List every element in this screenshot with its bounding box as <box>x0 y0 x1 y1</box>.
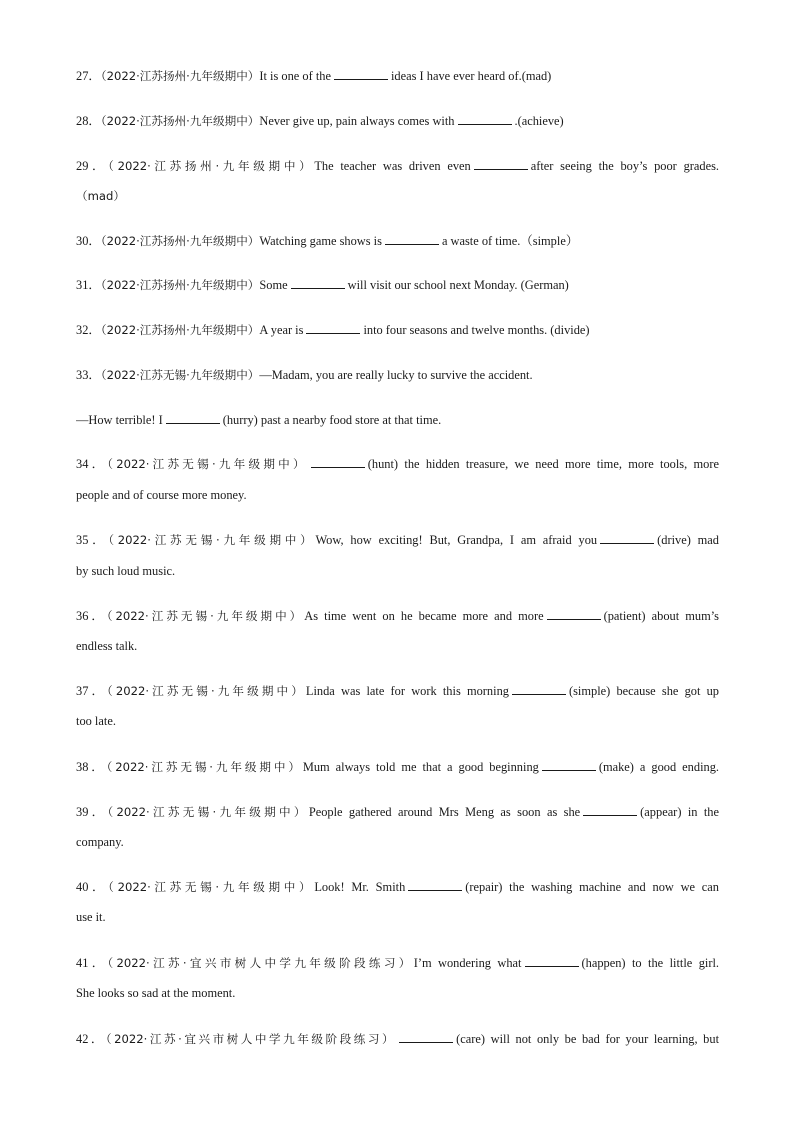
answer-blank[interactable] <box>408 879 462 891</box>
question-text: people and of course more money. <box>76 488 247 502</box>
question-text: too late. <box>76 714 116 728</box>
question-36-continued <box>76 638 719 654</box>
question-source: （2022·江苏无锡·九年级期中） <box>100 368 260 382</box>
answer-blank[interactable] <box>291 277 345 289</box>
question-text: People gathered around Mrs Meng as soon as she <box>308 805 581 819</box>
question-source: （2022·江苏扬州·九年级期中） <box>100 234 260 248</box>
answer-blank[interactable] <box>547 608 601 620</box>
question-38 <box>76 759 719 775</box>
question-number: 28． <box>76 114 101 128</box>
question-text: (repair) the washing machine and now we can <box>465 880 719 894</box>
question-text: (happen) to the little girl. <box>581 956 719 970</box>
question-source: （2022·江苏扬州·九年级期中） <box>108 159 315 173</box>
question-text: —How terrible! I <box>76 413 163 427</box>
question-32 <box>76 322 719 338</box>
question-text: company. <box>76 835 124 849</box>
question-42 <box>76 1031 719 1047</box>
question-text: Never give up, pain always comes with <box>259 114 455 128</box>
question-text: by such loud music. <box>76 564 176 578</box>
question-number: 38． <box>76 760 107 774</box>
answer-blank[interactable] <box>583 804 637 816</box>
question-29-continued <box>76 188 719 204</box>
question-text: Look! Mr. Smith <box>314 880 406 894</box>
question-text: The teacher was driven even <box>314 159 471 173</box>
question-35 <box>76 532 719 548</box>
question-37 <box>76 683 719 699</box>
question-text: ideas I have ever heard of.(mad) <box>390 69 552 83</box>
question-number: 35． <box>76 533 109 547</box>
question-number: 42． <box>76 1032 106 1046</box>
question-text: She looks so sad at the moment. <box>76 986 236 1000</box>
answer-blank[interactable] <box>525 955 579 967</box>
question-text: It is one of the <box>259 69 331 83</box>
question-text: use it. <box>76 910 106 924</box>
question-33-reply <box>76 412 719 428</box>
question-text: after seeing the boy’s poor grades. <box>530 159 719 173</box>
answer-blank[interactable] <box>474 158 528 170</box>
question-39-continued <box>76 834 719 850</box>
question-text: (make) a good ending. <box>598 760 719 774</box>
question-source: （2022·江苏·宜兴市树人中学九年级阶段练习） <box>105 1032 397 1046</box>
answer-blank[interactable] <box>334 68 388 80</box>
question-text: A year is <box>259 323 304 337</box>
question-number: 39． <box>76 805 108 819</box>
question-source: （2022·江苏扬州·九年级期中） <box>100 114 260 128</box>
question-text: Watching game shows is <box>259 234 382 248</box>
question-text: a waste of time.（simple） <box>441 234 579 248</box>
question-source: （2022·江苏无锡·九年级期中） <box>106 684 306 698</box>
answer-blank[interactable] <box>311 456 365 468</box>
question-number: 27． <box>76 69 101 83</box>
question-28 <box>76 113 719 129</box>
question-number: 33． <box>76 368 101 382</box>
question-30 <box>76 233 719 249</box>
question-text: （mad） <box>76 189 125 203</box>
question-text: Linda was late for work this morning <box>305 684 509 698</box>
question-number: 36． <box>76 609 107 623</box>
question-37-continued <box>76 713 719 729</box>
question-text: (hunt) the hidden treasure, we need more time, more tools, more <box>367 457 719 471</box>
question-source: （2022·江苏无锡·九年级期中） <box>108 533 316 547</box>
question-text: into four seasons and twelve months. (divide) <box>363 323 590 337</box>
question-text: Some <box>259 278 288 292</box>
question-text: endless talk. <box>76 639 138 653</box>
question-40-continued <box>76 909 719 925</box>
question-31 <box>76 277 719 293</box>
question-text: (appear) in the <box>640 805 719 819</box>
question-source: （2022·江苏无锡·九年级期中） <box>106 760 303 774</box>
question-29 <box>76 158 719 174</box>
question-source: （2022·江苏扬州·九年级期中） <box>100 323 260 337</box>
question-number: 30． <box>76 234 101 248</box>
question-source: （2022·江苏扬州·九年级期中） <box>100 278 260 292</box>
answer-blank[interactable] <box>166 412 220 424</box>
question-text: (simple) because she got up <box>568 684 719 698</box>
question-source: （2022·江苏无锡·九年级期中） <box>107 805 309 819</box>
question-text: will visit our school next Monday. (German) <box>347 278 569 292</box>
answer-blank[interactable] <box>512 683 566 695</box>
answer-blank[interactable] <box>399 1031 453 1043</box>
question-text: As time went on he became more and more <box>304 609 544 623</box>
question-34-continued <box>76 487 719 503</box>
question-34 <box>76 456 719 472</box>
question-source: （2022·江苏无锡·九年级期中） <box>107 457 308 471</box>
answer-blank[interactable] <box>385 233 439 245</box>
question-source: （2022·江苏无锡·九年级期中） <box>108 880 315 894</box>
question-text: (care) will not only be bad for your learning, but <box>456 1032 719 1046</box>
question-text: (patient) about mum’s <box>603 609 719 623</box>
question-text: —Madam, you are really lucky to survive the accident. <box>259 368 533 382</box>
question-35-continued <box>76 563 719 579</box>
answer-blank[interactable] <box>458 113 512 125</box>
question-source: （2022·江苏无锡·九年级期中） <box>106 609 305 623</box>
answer-blank[interactable] <box>306 322 360 334</box>
question-number: 37． <box>76 684 107 698</box>
question-41 <box>76 955 719 971</box>
question-text: I’m wondering what <box>413 956 522 970</box>
question-text: .(achieve) <box>514 114 564 128</box>
question-number: 31． <box>76 278 101 292</box>
question-number: 34． <box>76 457 108 471</box>
question-33 <box>76 367 719 383</box>
question-source: （2022·江苏扬州·九年级期中） <box>100 69 260 83</box>
question-text: (drive) mad <box>657 533 719 547</box>
question-number: 29． <box>76 159 109 173</box>
question-36 <box>76 608 719 624</box>
question-number: 40． <box>76 880 109 894</box>
question-text: Mum always told me that a good beginning <box>302 760 539 774</box>
question-text: Wow, how exciting! But, Grandpa, I am afraid you <box>315 533 598 547</box>
question-27 <box>76 68 719 84</box>
answer-blank[interactable] <box>600 532 654 544</box>
question-text: (hurry) past a nearby food store at that time. <box>222 413 442 427</box>
question-number: 32． <box>76 323 101 337</box>
question-source: （2022·江苏·宜兴市树人中学九年级阶段练习） <box>107 956 414 970</box>
question-39 <box>76 804 719 820</box>
question-41-continued <box>76 985 719 1001</box>
question-number: 41． <box>76 956 108 970</box>
question-40 <box>76 879 719 895</box>
answer-blank[interactable] <box>542 759 596 771</box>
